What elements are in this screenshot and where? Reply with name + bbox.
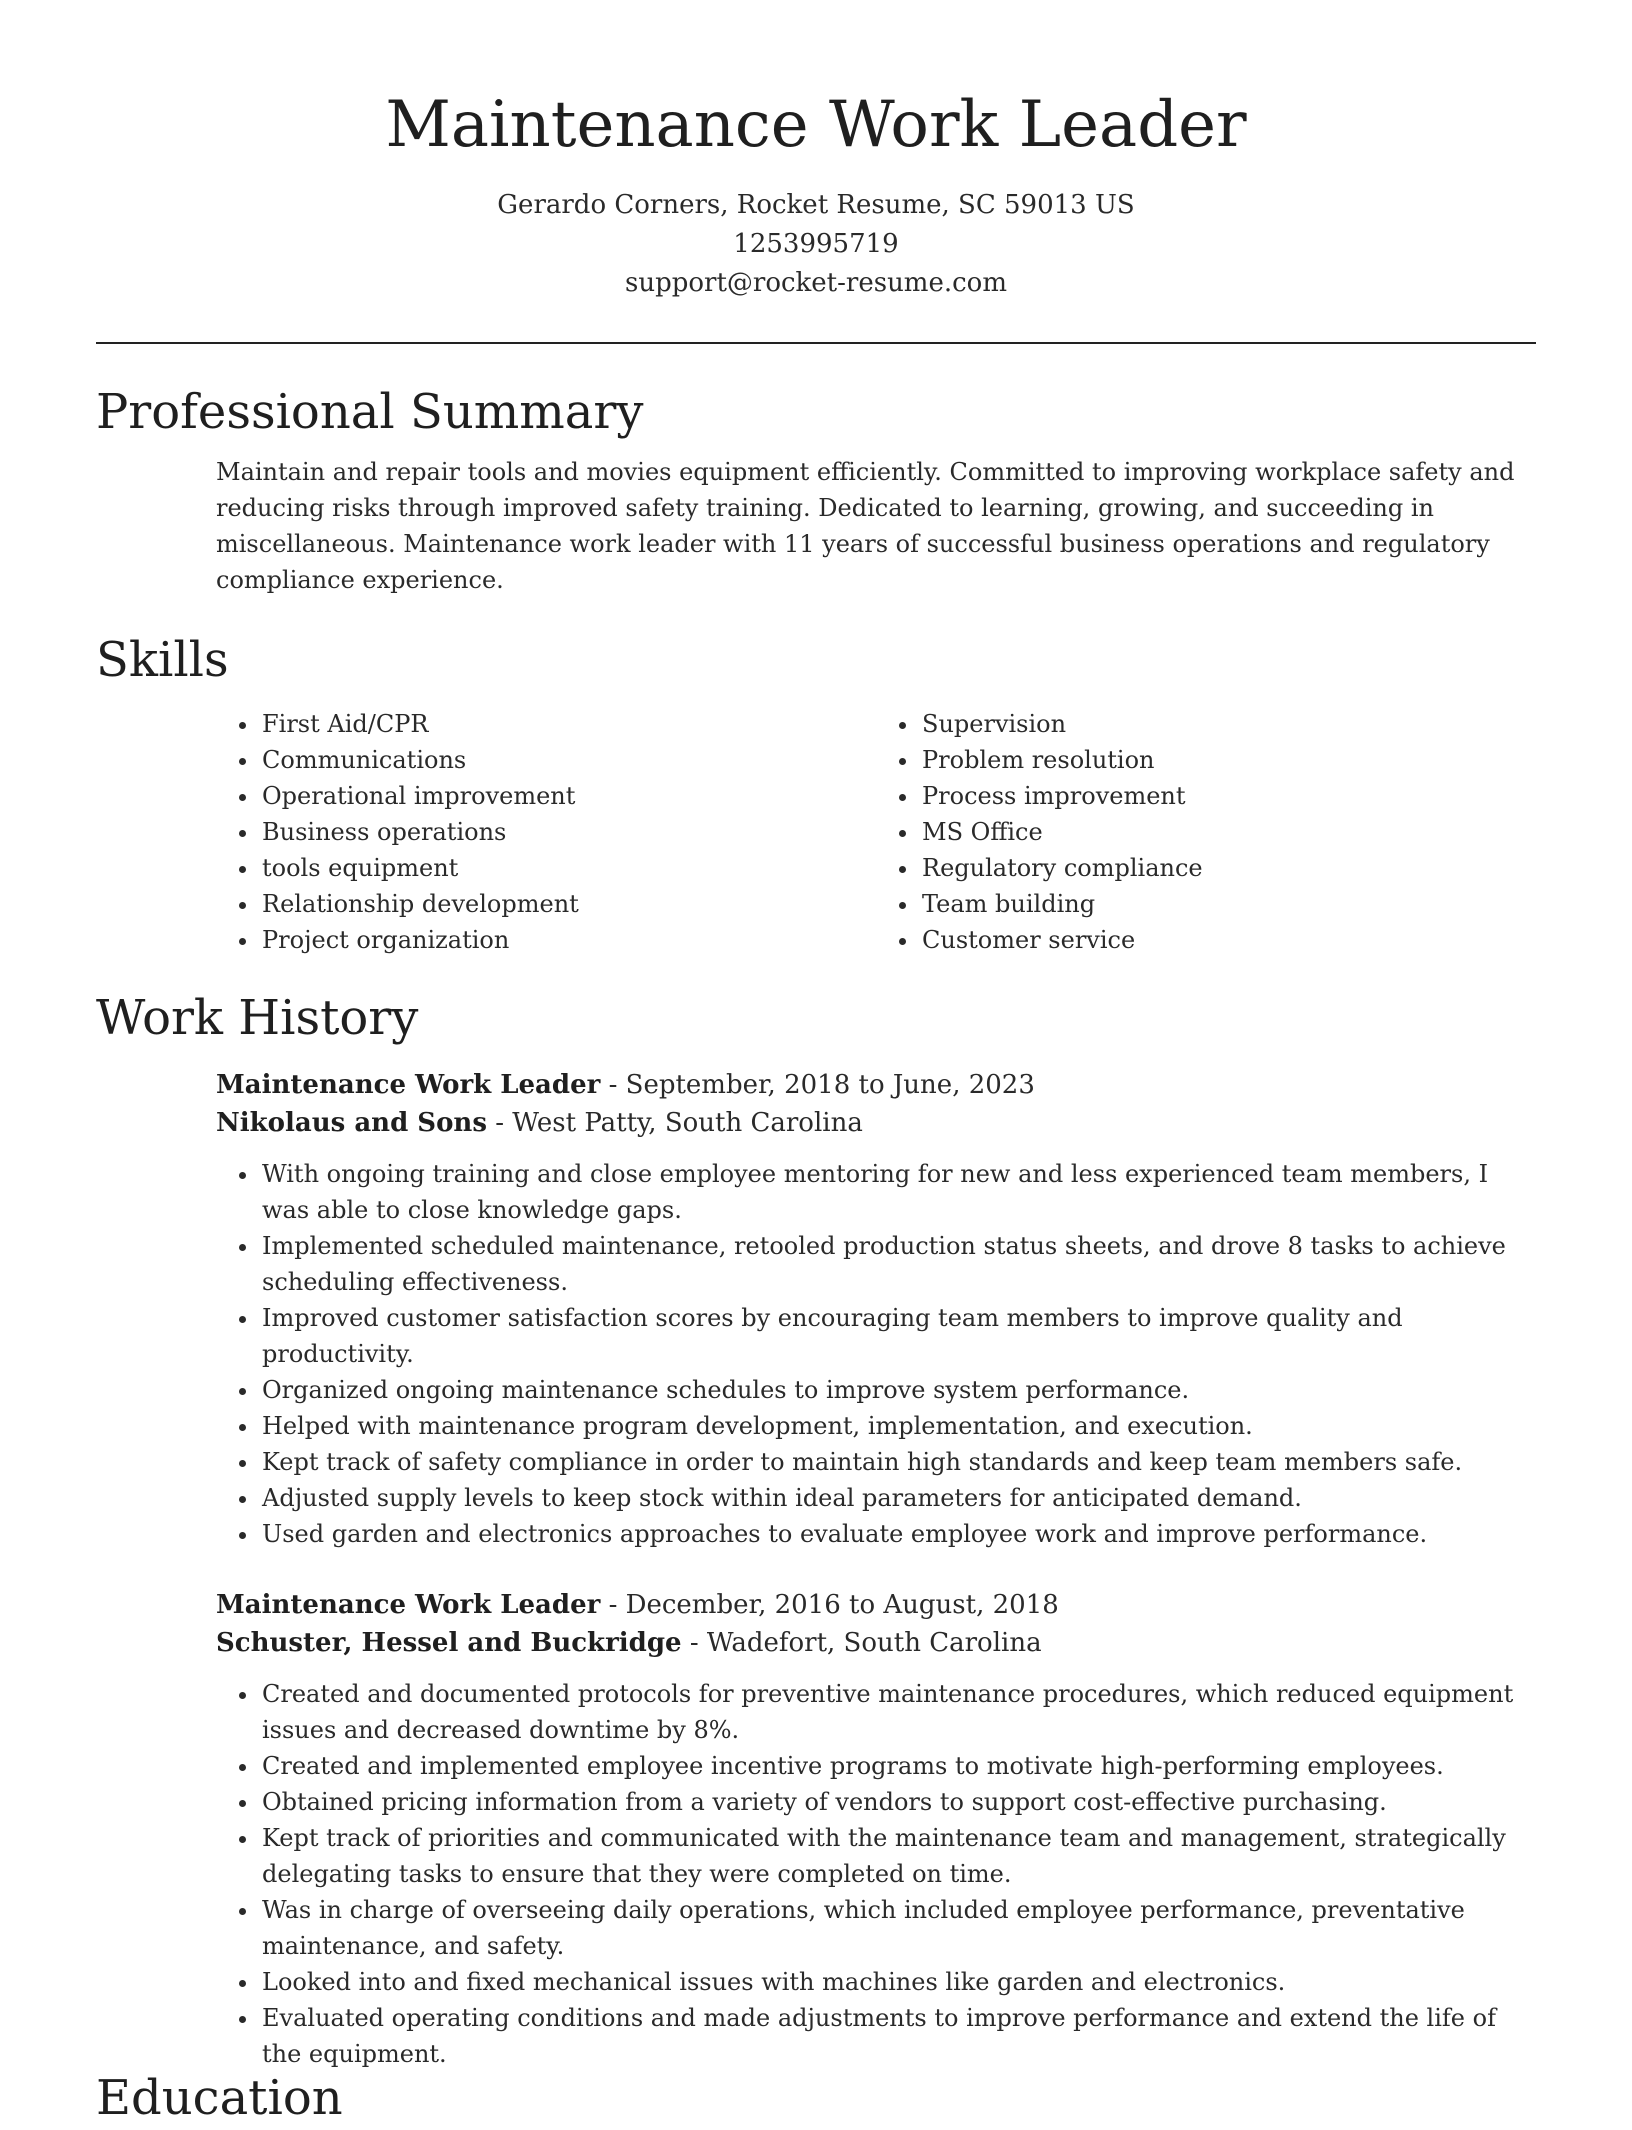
skills-column-right — [876, 706, 1536, 958]
skill-item: • MS Office — [920, 814, 1536, 850]
skill-item: • Business operations — [260, 814, 876, 850]
job-bullet: • Implemented scheduled maintenance, retooled production status sheets, and drove 8 tasks to achieve scheduling effectiveness. — [260, 1228, 1536, 1300]
skills-section — [96, 628, 1536, 958]
job-company: Nikolaus and Sons — [216, 1108, 487, 1138]
skills-column-left — [216, 706, 876, 958]
job-bullet: • Created and documented protocols for preventive maintenance procedures, which reduced equipment issues and decreased downtime by 8%. — [260, 1676, 1536, 1748]
job-entry — [216, 1066, 1536, 1552]
contact-email[interactable]: support@rocket-resume.com — [624, 268, 1007, 298]
skill-item: • Customer service — [920, 922, 1536, 958]
job-list — [216, 1066, 1536, 2072]
job-bullet: • Kept track of safety compliance in order to maintain high standards and keep team members safe. — [260, 1444, 1536, 1480]
education-heading: Education — [96, 2070, 343, 2126]
job-bullet-list — [216, 1156, 1536, 1552]
summary-text: Maintain and repair tools and movies equipment efficiently. Committed to improving workplace safety and reducing risks through improved safety training. Dedicated to learning, growing, and succeeding in miscellaneous. Maintenance work leader with 11 years of successful business operations and regulatory compliance experience. — [216, 458, 1515, 594]
contact-address: Gerardo Corners, Rocket Resume, SC 59013 US — [497, 190, 1135, 220]
job-company: Schuster, Hessel and Buckridge — [216, 1628, 682, 1658]
work-history-section — [96, 986, 1536, 2072]
job-role: Maintenance Work Leader — [216, 1070, 601, 1100]
job-location: - West Patty, South Carolina — [486, 1108, 863, 1138]
header-divider — [96, 342, 1536, 344]
job-bullet: • Improved customer satisfaction scores by encouraging team members to improve quality and productivity. — [260, 1300, 1536, 1372]
job-bullet: • Looked into and fixed mechanical issues with machines like garden and electronics. — [260, 1964, 1536, 2000]
job-bullet: • Created and implemented employee incentive programs to motivate high-performing employees. — [260, 1748, 1536, 1784]
job-role: Maintenance Work Leader — [216, 1590, 601, 1620]
skill-item: • Process improvement — [920, 778, 1536, 814]
job-bullet: • Adjusted supply levels to keep stock within ideal parameters for anticipated demand. — [260, 1480, 1536, 1516]
job-bullet: • Was in charge of overseeing daily operations, which included employee performance, preventative maintenance, and safety. — [260, 1892, 1536, 1964]
skill-item: • tools equipment — [260, 850, 876, 886]
job-dates: - September, 2018 to June, 2023 — [600, 1070, 1035, 1100]
job-bullet: • Evaluated operating conditions and made adjustments to improve performance and extend the life of the equipment. — [260, 2000, 1536, 2072]
education-section — [96, 2066, 1536, 2130]
skill-item: • Operational improvement — [260, 778, 876, 814]
job-company-line — [216, 1104, 1536, 1142]
job-bullet: • Kept track of priorities and communicated with the maintenance team and management, strategically delegating tasks to ensure that they were completed on time. — [260, 1820, 1536, 1892]
skill-item: • Supervision — [920, 706, 1536, 742]
skills-heading: Skills — [96, 632, 229, 688]
job-bullet: • Obtained pricing information from a variety of vendors to support cost-effective purchasing. — [260, 1784, 1536, 1820]
job-bullet: • Organized ongoing maintenance schedules to improve system performance. — [260, 1372, 1536, 1408]
resume-header — [0, 0, 1632, 303]
job-title-line — [216, 1066, 1536, 1104]
work-history-heading: Work History — [96, 990, 419, 1046]
job-entry — [216, 1586, 1536, 2072]
summary-section — [96, 380, 1536, 598]
skill-item: • Project organization — [260, 922, 876, 958]
job-bullet-list — [216, 1676, 1536, 2072]
candidate-name: Maintenance Work Leader — [385, 88, 1247, 162]
job-dates: - December, 2016 to August, 2018 — [600, 1590, 1059, 1620]
skill-item: • Relationship development — [260, 886, 876, 922]
summary-heading: Professional Summary — [96, 384, 644, 440]
skill-item: • Team building — [920, 886, 1536, 922]
job-title-line — [216, 1586, 1536, 1624]
skill-item: • Problem resolution — [920, 742, 1536, 778]
contact-phone: 1253995719 — [733, 229, 899, 259]
skill-item: • Regulatory compliance — [920, 850, 1536, 886]
job-bullet: • With ongoing training and close employee mentoring for new and less experienced team members, I was able to close knowledge gaps. — [260, 1156, 1536, 1228]
job-location: - Wadefort, South Carolina — [681, 1628, 1042, 1658]
skill-item: • First Aid/CPR — [260, 706, 876, 742]
job-bullet: • Helped with maintenance program development, implementation, and execution. — [260, 1408, 1536, 1444]
job-company-line — [216, 1624, 1536, 1662]
skill-item: • Communications — [260, 742, 876, 778]
job-bullet: • Used garden and electronics approaches to evaluate employee work and improve performance. — [260, 1516, 1536, 1552]
skills-grid — [216, 706, 1536, 958]
